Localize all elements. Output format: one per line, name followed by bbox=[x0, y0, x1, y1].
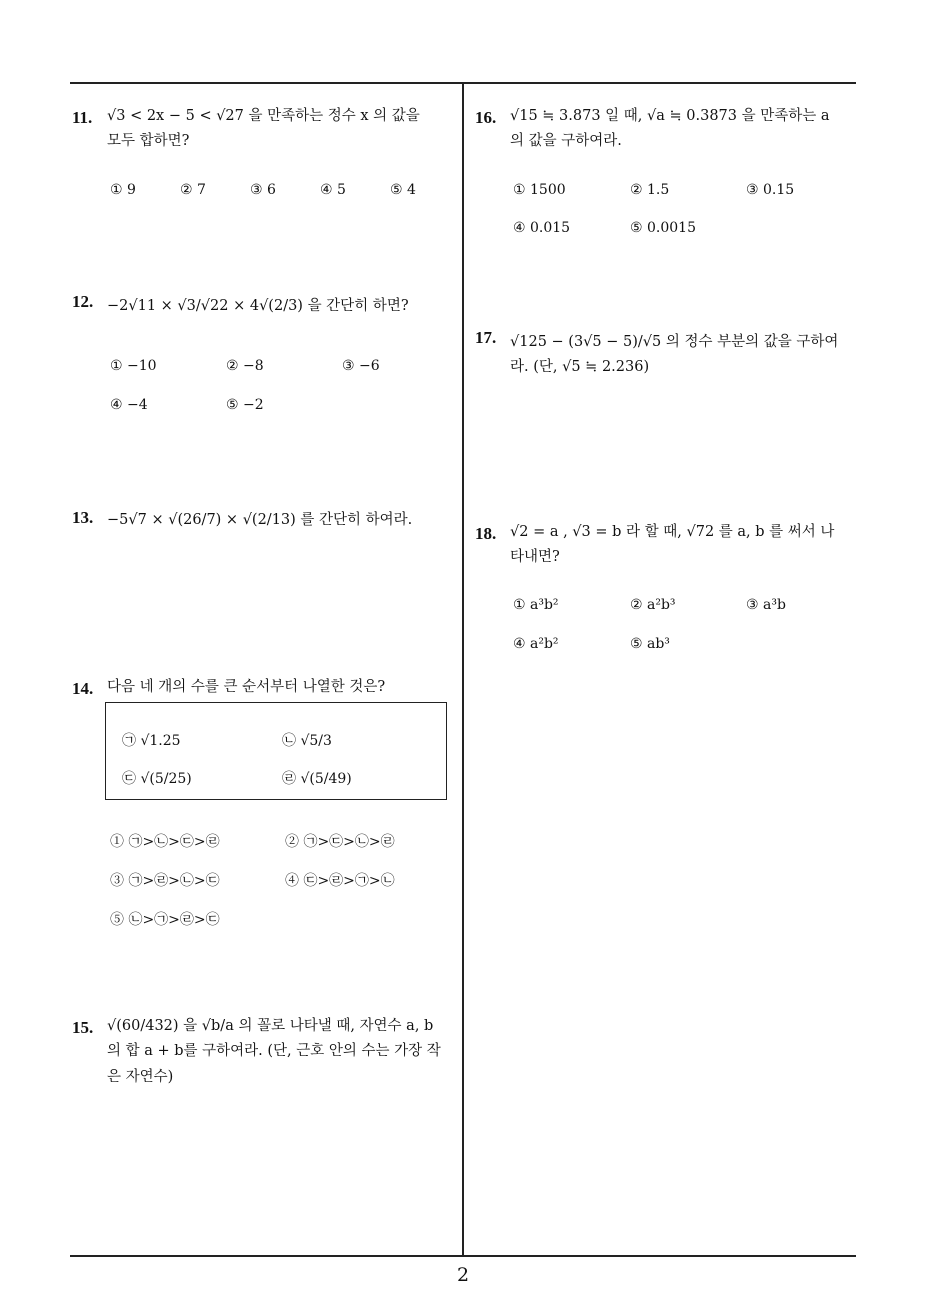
question-12 bbox=[72, 288, 432, 319]
option-2[interactable]: ② 1.5 bbox=[630, 182, 670, 198]
bottom-rule bbox=[70, 1255, 856, 1257]
option-2[interactable]: ② ㉠>㉢>㉡>㉣ bbox=[285, 834, 395, 850]
column-divider bbox=[462, 82, 464, 1256]
option-3[interactable]: ③ −6 bbox=[342, 358, 380, 374]
option-1[interactable]: ① 1500 bbox=[513, 182, 566, 198]
option-5[interactable]: ⑤ ㉡>㉠>㉣>㉢ bbox=[110, 912, 220, 928]
option-3[interactable]: ③ a³b bbox=[746, 597, 786, 613]
box-item-4: ㉣ √(5/49) bbox=[282, 771, 352, 787]
question-number: 14. bbox=[72, 679, 94, 698]
question-number: 12. bbox=[72, 292, 94, 311]
option-4[interactable]: ④ 0.015 bbox=[513, 220, 571, 236]
question-13 bbox=[72, 504, 432, 533]
question-number: 11. bbox=[72, 108, 93, 127]
question-18 bbox=[475, 520, 845, 571]
page-number: 2 bbox=[456, 1264, 470, 1286]
option-1[interactable]: ① a³b² bbox=[513, 597, 559, 613]
question-stem: √15 ≒ 3.873 일 때, √a ≒ 0.3873 을 만족하는 a 의 값을 구하여라. bbox=[510, 108, 830, 150]
option-2[interactable]: ② a²b³ bbox=[630, 597, 676, 613]
box-item-2: ㉡ √5/3 bbox=[282, 733, 332, 749]
option-2[interactable]: ② 7 bbox=[180, 182, 206, 198]
option-1[interactable]: ① ㉠>㉡>㉢>㉣ bbox=[110, 834, 220, 850]
question-stem: √(60/432) 을 √b/a 의 꼴로 나타낼 때, 자연수 a, b 의 합 a + b를 구하여라. (단, 근호 안의 수는 가장 작은 자연수) bbox=[107, 1018, 441, 1085]
option-4[interactable]: ④ a²b² bbox=[513, 636, 559, 652]
question-number: 13. bbox=[72, 508, 94, 527]
option-3[interactable]: ③ 6 bbox=[250, 182, 276, 198]
question-stem: −5√7 × √(26/7) × √(2/13) 를 간단히 하여라. bbox=[107, 512, 413, 528]
question-number: 15. bbox=[72, 1018, 94, 1037]
question-stem: √125 − (3√5 − 5)/√5 의 정수 부분의 값을 구하여라. (단, √5 ≒ 2.236) bbox=[510, 334, 839, 376]
question-number: 16. bbox=[475, 108, 497, 127]
option-5[interactable]: ⑤ −2 bbox=[226, 397, 264, 413]
option-5[interactable]: ⑤ ab³ bbox=[630, 636, 670, 652]
question-16 bbox=[475, 104, 845, 155]
box-item-1: ㉠ √1.25 bbox=[122, 733, 181, 749]
question-11 bbox=[72, 104, 432, 155]
option-5[interactable]: ⑤ 4 bbox=[390, 182, 416, 198]
option-2[interactable]: ② −8 bbox=[226, 358, 264, 374]
question-17 bbox=[475, 324, 845, 381]
question-14 bbox=[72, 675, 452, 700]
option-5[interactable]: ⑤ 0.0015 bbox=[630, 220, 696, 236]
box-item-3: ㉢ √(5/25) bbox=[122, 771, 192, 787]
question-number: 17. bbox=[475, 328, 497, 347]
question-stem: √2 = a , √3 = b 라 할 때, √72 를 a, b 를 써서 나타내면? bbox=[510, 524, 835, 566]
option-4[interactable]: ④ −4 bbox=[110, 397, 148, 413]
option-4[interactable]: ④ 5 bbox=[320, 182, 346, 198]
question-number: 18. bbox=[475, 524, 497, 543]
option-3[interactable]: ③ 0.15 bbox=[746, 182, 795, 198]
option-4[interactable]: ④ ㉢>㉣>㉠>㉡ bbox=[285, 873, 395, 889]
question-stem: √3 < 2x − 5 < √27 을 만족하는 정수 x 의 값을 모두 합하면? bbox=[107, 108, 420, 150]
option-1[interactable]: ① −10 bbox=[110, 358, 157, 374]
question-stem: 다음 네 개의 수를 큰 순서부터 나열한 것은? bbox=[107, 679, 386, 695]
option-3[interactable]: ③ ㉠>㉣>㉡>㉢ bbox=[110, 873, 220, 889]
question-15 bbox=[72, 1014, 442, 1090]
question-stem: −2√11 × √3/√22 × 4√(2/3) 을 간단히 하면? bbox=[107, 298, 409, 314]
option-1[interactable]: ① 9 bbox=[110, 182, 136, 198]
